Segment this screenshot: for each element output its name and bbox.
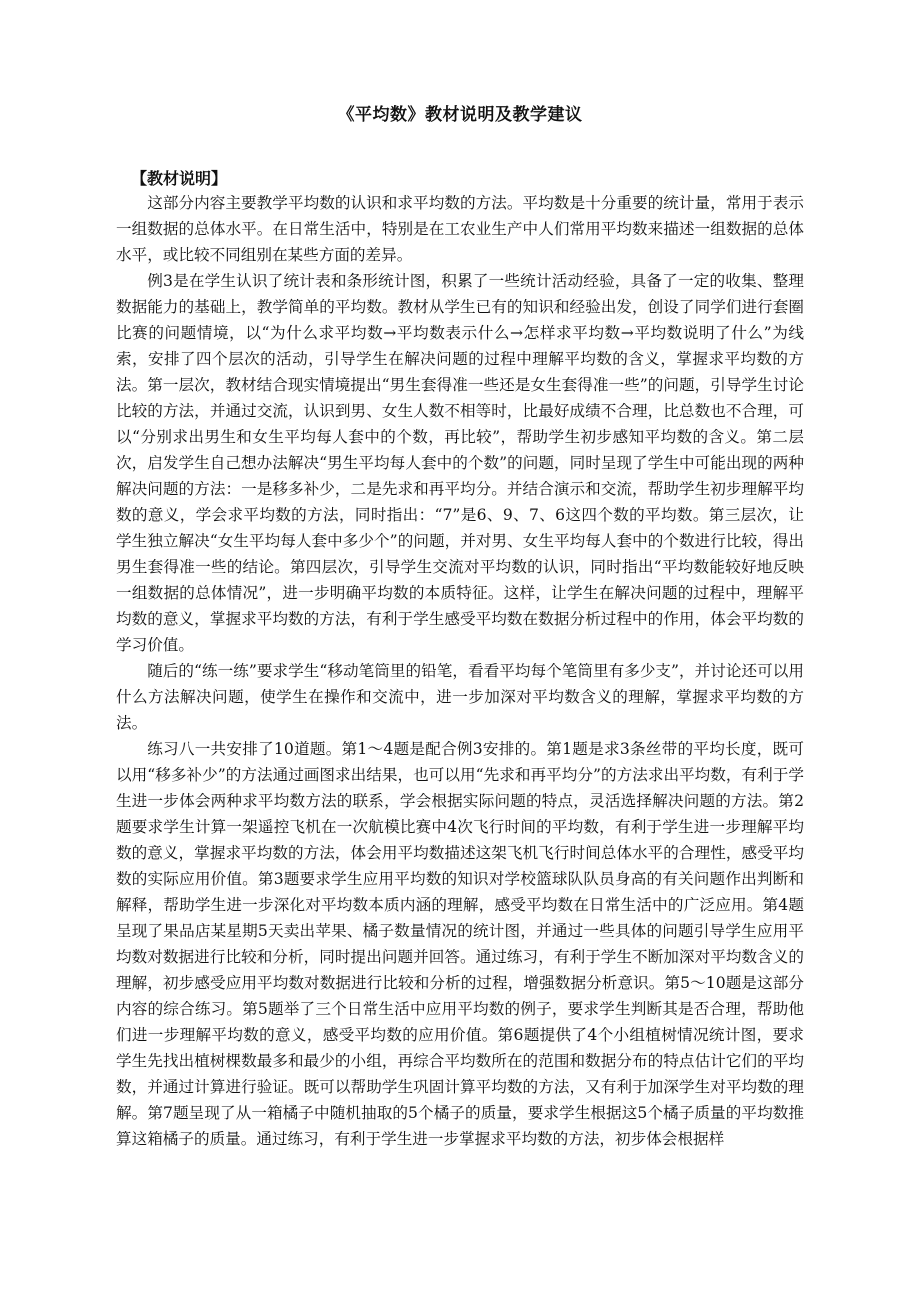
- paragraph: 练习八一共安排了10道题。第1～4题是配合例3安排的。第1题是求3条丝带的平均长度，既可以用“移多补少”的方法通过画图求出结果，也可以用“先求和再平均分”的方法求出平均数，有利于学生进一步体会两种求平均数方法的联系，学会根据实际问题的特点，灵活选择解决问题的方法。第2题要求学生计算一架遥控飞机在一次航模比赛中4次飞行时间的平均数，有利于学生进一步理解平均数的意义，掌握求平均数的方法，体会用平均数描述这架飞机飞行时间总体水平的合理性，感受平均数的实际应用价值。第3题要求学生应用平均数的知识对学校篮球队队员身高的有关问题作出判断和解释，帮助学生进一步深化对平均数本质内涵的理解，感受平均数在日常生活中的广泛应用。第4题呈现了果品店某星期5天卖出苹果、橘子数量情况的统计图，并通过一些具体的问题引导学生应用平均数对数据进行比较和分析，同时提出问题并回答。通过练习，有利于学生不断加深对平均数含义的理解，初步感受应用平均数对数据进行比较和分析的过程，增强数据分析意识。第5～10题是这部分内容的综合练习。第5题举了三个日常生活中应用平均数的例子，要求学生判断其是否合理，帮助他们进一步理解平均数的意义，感受平均数的应用价值。第6题提供了4个小组植树情况统计图，要求学生先找出植树棵数最多和最少的小组，再综合平均数所在的范围和数据分布的特点估计它们的平均数，并通过计算进行验证。既可以帮助学生巩固计算平均数的方法，又有利于加深学生对平均数的理解。第7题呈现了从一箱橘子中随机抽取的5个橘子的质量，要求学生根据这5个橘子质量的平均数推算这箱橘子的质量。通过练习，有利于学生进一步掌握求平均数的方法，初步体会根据样: [116, 740, 804, 1148]
- document-body: [116, 190, 804, 1152]
- paragraph: 随后的“练一练”要求学生“移动笔筒里的铅笔，看看平均每个笔筒里有多少支”，并讨论还可以用什么方法解决问题，使学生在操作和交流中，进一步加深对平均数含义的理解，掌握求平均数的方法。: [116, 662, 804, 732]
- paragraph: 例3是在学生认识了统计表和条形统计图，积累了一些统计活动经验，具备了一定的收集、整理数据能力的基础上，教学简单的平均数。教材从学生已有的知识和经验出发，创设了同学们进行套圈比赛的问题情境，以“为什么求平均数→平均数表示什么→怎样求平均数→平均数说明了什么”为线索，安排了四个层次的活动，引导学生在解决问题的过程中理解平均数的含义，掌握求平均数的方法。第一层次，教材结合现实情境提出“男生套得准一些还是女生套得准一些”的问题，引导学生讨论比较的方法，并通过交流，认识到男、女生人数不相等时，比最好成绩不合理，比总数也不合理，可以“分别求出男生和女生平均每人套中的个数，再比较”，帮助学生初步感知平均数的含义。第二层次，启发学生自己想办法解决“男生平均每人套中的个数”的问题，同时呈现了学生中可能出现的两种解决问题的方法：一是移多补少，二是先求和再平均分。并结合演示和交流，帮助学生初步理解平均数的意义，学会求平均数的方法，同时指出：“7”是6、9、7、6这四个数的平均数。第三层次，让学生独立解决“女生平均每人套中多少个”的问题，并对男、女生平均每人套中的个数进行比较，得出男生套得准一些的结论。第四层次，引导学生交流对平均数的认识，同时指出“平均数能较好地反映一组数据的总体情况”，进一步明确平均数的本质特征。这样，让学生在解决问题的过程中，理解平均数的意义，掌握求平均数的方法，有利于学生感受平均数在数据分析过程中的作用，体会平均数的学习价值。: [116, 272, 804, 654]
- section-heading: 【教材说明】: [131, 169, 228, 188]
- paragraph: 这部分内容主要教学平均数的认识和求平均数的方法。平均数是十分重要的统计量，常用于表示一组数据的总体水平。在日常生活中，特别是在工农业生产中人们常用平均数来描述一组数据的总体水平，或比较不同组别在某些方面的差异。: [116, 194, 804, 264]
- document-title: 《平均数》教材说明及教学建议: [337, 105, 583, 125]
